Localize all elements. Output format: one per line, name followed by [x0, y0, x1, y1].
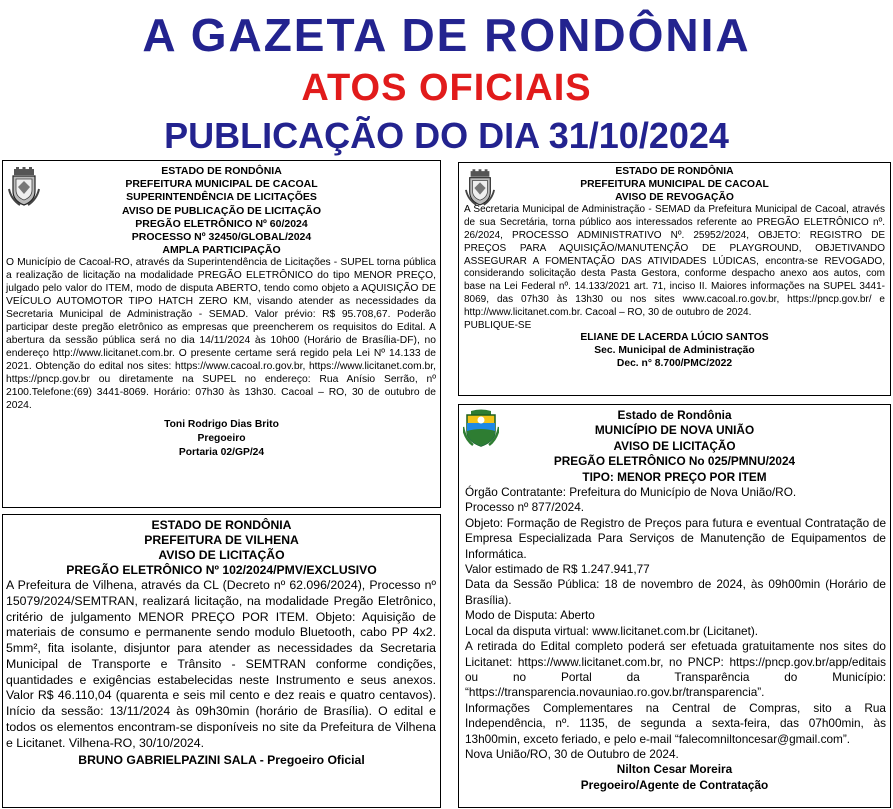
section-title: ATOS OFICIAIS: [301, 67, 592, 109]
notice-paragraph: Processo nº 877/2024.: [465, 500, 585, 515]
signature-role: Pregoeiro: [197, 432, 246, 444]
signature: BRUNO GABRIELPAZINI SALA - Pregoeiro Oficial: [78, 753, 365, 768]
cacoal-crest-icon: [8, 167, 40, 207]
notice-paragraph: Data da Sessão Pública: 18 de novembro de 2024, às 09h00min (Horário de Brasília).: [465, 577, 886, 607]
heading-line: PREGÃO ELETRÔNICO No 025/PMNU/2024: [553, 454, 796, 469]
signature-name: ELIANE DE LACERDA LÚCIO SANTOS: [580, 332, 769, 344]
heading-line: AVISO DE REVOGAÇÃO: [615, 191, 734, 203]
signature-decree: Dec. n° 8.700/PMC/2022: [616, 357, 733, 369]
heading-line: ESTADO DE RONDÔNIA: [161, 165, 282, 177]
notice-body: O Município de Cacoal-RO, através da Superintendência de Licitações - SUPEL torna pública a realização de licitação na modalidade PREGÃO ELETRÔNICO do tipo MENOR PREÇO, julgado pelo valor do ITEM, modo de disputa ABERTO, tendo como objeto a AQUISIÇÃO DE VEÍCULO AUTOMOTOR TIPO HATCH ZERO KM, visando atender as necessidades da Secretaria Municipal de Administração - SEMAD. Valor prévio: R$ 95.708,67. Poderão participar deste pregão eletrônico as empresas que preencherem os requisitos do Edital. A abertura da sessão pública será no dia 14/11/2024 às 10h00 (Horário de Brasília-DF), no endereço http://www.licitanet.com.br. O presente certame será regido pela Lei Nº 14.133 de 2021. Obtenção do edital nos sites: https://www.cacoal.ro.gov.br, https://www.licitanet.com.br, https://pncp.gov.br ou diretamente na SUPEL no endereço: Rua Anísio Serrão, nº 2100.Telefone:(69) 3441-8069. Horário: 07h30 às 13h30. Cacoal – RO, 30 de outubro de 2024.: [6, 257, 436, 411]
notice-vilhena: [2, 514, 441, 808]
signature-role: Pregoeiro/Agente de Contratação: [580, 777, 769, 792]
notice-paragraph: Nova União/RO, 30 de Outubro de 2024.: [465, 746, 679, 761]
heading-line: Estado de Rondônia: [617, 408, 732, 422]
nova-uniao-crest-icon: [463, 409, 499, 447]
notice-body: A Prefeitura de Vilhena, através da CL (Decreto nº 62.096/2024), Processo nº 15079/2024/SEMTRAN, realizará licitação, na modalidade Pregão Eletrônico, critério de julgamento MENOR PREÇO POR ITEM. Objeto: Aquisição de materiais de consumo e permanente sendo modulo Bluetooth, cabo PP 4x2. 5mm², fita isolante, disjuntor para atender as necessidades da Secretaria Municipal de Transporte e Trânsito - SEMTRAN conforme condições, quantidades e exigências estabelecidas neste Instrumento e seus anexos. Valor R$ 46.110,04 (quarenta e seis mil cento e dez reais e quatro centavos). Início da sessão: 13/11/2024 às 09h30min (horário de Brasília). O edital e todos os elementos encontram-se disponíveis no site da Prefeitura de Vilhena e Licitanet. Vilhena-RO, 30/10/2024.: [6, 578, 436, 750]
notice-cacoal-revogacao: [458, 162, 891, 396]
notice-body: A Secretaria Municipal de Administração - SEMAD da Prefeitura Municipal de Cacoal, através de sua Secretária, torna público aos interessados referente ao PREGÃO ELETRÔNICO nº. 26/2024, PROCESSO ADMINISTRATIVO Nº. 25952/2024, OBJETO: REGISTRO DE PREÇOS PARA AQUISIÇÃO/MANUTENÇÃO DE PLAYGROUND, OBJETIVANDO ASSEGURAR A FOMENTAÇÃO DAS ATIVIDADES LÚDICAS, encontra-se REVOGADO, considerando solicitação desta Pasta Gestora, conforme despacho anexo aos autos, com base na Lei Federal nº. 14.133/2021 art. 71, inciso II. Maiores informações na SUPEL 3441-8069, das 07h30 às 13h30 ou nos sites www.cacoal.ro.gov.br, https://pncp.gov.br/ e http://www.licitanet.com.br. Cacoal – RO, 30 de outubro de 2024.: [464, 204, 885, 318]
heading-line: SUPERINTENDÊNCIA DE LICITAÇÕES: [126, 191, 317, 204]
signature-decree: Portaria 02/GP/24: [178, 446, 265, 458]
notice-paragraph: Valor estimado de R$ 1.247.941,77: [465, 562, 650, 577]
heading-line: PREGÃO ELETRÔNICO Nº 60/2024: [135, 217, 308, 230]
heading-line: AMPLA PARTICIPAÇÃO: [162, 244, 281, 257]
notice-paragraph: Modo de Disputa: Aberto: [465, 608, 595, 623]
signature-name: Toni Rodrigo Dias Brito: [164, 418, 279, 430]
heading-line: PREFEITURA DE VILHENA: [144, 533, 299, 547]
heading-line: PREGÃO ELETRÔNICO Nº 102/2024/PMV/EXCLUSIVO: [66, 563, 377, 577]
heading-line: PREFEITURA MUNICIPAL DE CACOAL: [580, 178, 769, 190]
heading-line: PROCESSO Nº 32450/GLOBAL/2024: [131, 231, 312, 244]
publication-date: PUBLICAÇÃO DO DIA 31/10/2024: [164, 115, 729, 156]
heading-line: TIPO: MENOR PREÇO POR ITEM: [582, 469, 767, 484]
cacoal-crest-icon: [465, 169, 495, 207]
masthead-title: A GAZETA DE RONDÔNIA: [142, 9, 751, 61]
heading-line: MUNICÍPIO DE NOVA UNIÃO: [594, 423, 755, 438]
heading-line: ESTADO DE RONDÔNIA: [151, 518, 292, 532]
notice-cacoal-licitacao: [2, 160, 441, 508]
heading-line: AVISO DE PUBLICAÇÃO DE LICITAÇÃO: [121, 204, 322, 217]
notice-paragraph: Informações Complementares na Central de Compras, sito a Rua Independência, nº. 1135, de segunda a sexta-feira, das 07h00min, às 13h00min, exceto feriado, e pelo e-mail “falecomniltoncesar@gmail.com”.: [465, 700, 886, 746]
heading-line: AVISO DE LICITAÇÃO: [613, 438, 736, 453]
signature-name: Nilton Cesar Moreira: [616, 762, 733, 777]
notice-paragraph: Órgão Contratante: Prefeitura do Município de Nova União/RO.: [465, 485, 797, 500]
heading-line: ESTADO DE RONDÔNIA: [615, 166, 734, 177]
notice-paragraph: Local da disputa virtual: www.licitanet.com.br (Licitanet).: [465, 623, 759, 638]
heading-line: PREFEITURA MUNICIPAL DE CACOAL: [125, 178, 318, 191]
notice-paragraph: Objeto: Formação de Registro de Preços para futura e eventual Contratação de Empresa Especializada Para Serviços de Manutenção de Equipamentos de Informática.: [465, 515, 886, 561]
notice-paragraph: A retirada do Edital completo poderá ser efetuada gratuitamente nos sites do Licitanet: https://www.licitanet.com.br, no PNCP: https://pncp.gov.br/app/editais ou no Portal da Transparência do Município: “https://transparencia.novauniao.ro.gov.br/transparencia”.: [465, 639, 886, 700]
signature-role: Sec. Municipal de Administração: [594, 345, 755, 357]
heading-line: AVISO DE LICITAÇÃO: [158, 548, 285, 562]
notice-nova-uniao: [458, 404, 891, 808]
notice-closing: PUBLIQUE-SE: [464, 319, 532, 331]
